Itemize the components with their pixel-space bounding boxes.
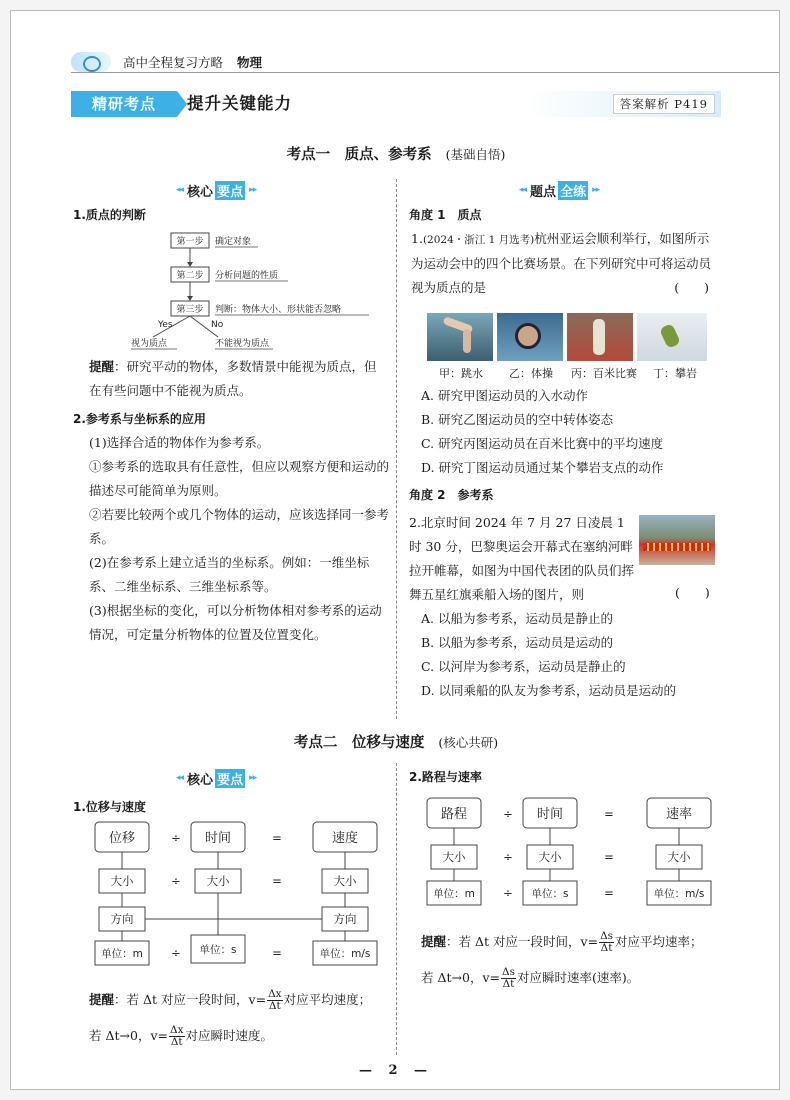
flow-step2: 第二步 xyxy=(176,271,204,281)
velocity-tip-line-2 xyxy=(89,1023,389,1049)
tip-label: 提醒 xyxy=(89,992,115,1007)
unit-s: 单位：s xyxy=(531,888,569,900)
photo-captions xyxy=(427,365,709,381)
caption-b: 乙：体操 xyxy=(509,367,553,380)
direction-1: 方向 xyxy=(110,912,134,926)
label-speed: 速率 xyxy=(665,807,693,822)
angle-2-block xyxy=(409,483,719,507)
para-1: (1)选择合适的物体作为参考系。 xyxy=(89,435,270,450)
frac-den: Δt xyxy=(600,942,613,954)
frac-num: Δs xyxy=(600,930,614,942)
arrow-right-icon: ▸▸ xyxy=(249,185,257,195)
photo-diving xyxy=(427,313,493,361)
particle-flowchart xyxy=(73,229,383,354)
op-divide-3: ÷ xyxy=(503,886,513,900)
section-2-note: (核心共研) xyxy=(438,735,499,750)
flow-step2-text: 分析问题的性质 xyxy=(215,271,279,281)
photo-gymnastics xyxy=(497,313,563,361)
q1-option-d: D. 研究丁图运动员通过某个攀岩支点的动作 xyxy=(421,460,664,475)
section-1-left-column xyxy=(73,203,383,227)
section-2-heading: 考点二 位移与速度 xyxy=(293,735,425,751)
op-equals-2: = xyxy=(604,850,614,864)
speed-tip-line-2 xyxy=(421,965,721,991)
q1-answer-blank: ( ) xyxy=(674,280,709,295)
section-1-left-body-2 xyxy=(73,407,389,431)
pill-plain: 核心 xyxy=(187,184,214,200)
book-title: 高中全程复习方略 xyxy=(123,55,224,70)
heading-distance-speed: 2.路程与速率 xyxy=(409,770,482,784)
page-number: — 2 — xyxy=(358,1063,434,1078)
angle-1-heading: 角度 1 质点 xyxy=(409,208,482,222)
flow-yes: Yes xyxy=(158,320,173,330)
caption-d: 丁：攀岩 xyxy=(653,367,697,380)
label-time: 时间 xyxy=(536,807,564,822)
q1-options xyxy=(421,384,721,480)
pill-plain: 题点 xyxy=(530,184,557,200)
tip-text: ：若 Δt 对应一段时间，v= xyxy=(114,992,267,1007)
magnitude-2: 大小 xyxy=(538,850,562,864)
unit-m-per-s: 单位：m/s xyxy=(319,948,371,960)
tip-label: 提醒 xyxy=(89,359,115,374)
heading-reference-frame: 2.参考系与坐标系的应用 xyxy=(73,412,206,426)
question-2 xyxy=(409,511,641,607)
q1-text: 杭州亚运会顺利举行，如图所示为运动会中的四个比赛场景。在下列研究中可将运动员视为质点的是 xyxy=(411,231,712,295)
arrow-left-icon: ◂◂ xyxy=(176,185,184,195)
flow-no-result: 不能视为质点 xyxy=(215,339,270,349)
magnitude-1: 大小 xyxy=(110,874,134,888)
velocity-tip xyxy=(89,987,389,1049)
unit-m: 单位：m xyxy=(433,888,475,900)
question-1 xyxy=(409,227,719,300)
speed-tip xyxy=(421,929,721,991)
label-time: 时间 xyxy=(204,831,232,846)
displacement-diagram xyxy=(91,821,381,971)
caption-a: 甲：跳水 xyxy=(439,367,483,380)
frac-den: Δt xyxy=(268,1000,281,1012)
tip-text: 对应平均速率； xyxy=(615,934,703,949)
pill-highlight: 全练 xyxy=(558,181,588,200)
column-divider-2 xyxy=(396,763,397,1055)
op-equals: = xyxy=(272,831,282,845)
answer-reference: 答案解析 P419 xyxy=(613,94,715,114)
arrow-left-icon: ◂◂ xyxy=(519,185,527,195)
label-velocity: 速度 xyxy=(331,831,359,846)
op-equals-3: = xyxy=(272,946,282,960)
flow-step1-text: 确定对象 xyxy=(215,237,252,247)
unit-m-per-s: 单位：m/s xyxy=(653,888,705,900)
q1-option-c: C. 研究丙图运动员在百米比赛中的平均速度 xyxy=(421,436,664,451)
tip-text: 若 Δt→0，v= xyxy=(89,1028,168,1043)
book-logo-icon xyxy=(71,52,111,72)
heading-particle-judgement: 1.质点的判断 xyxy=(73,208,146,222)
q2-option-c: C. 以河岸为参考系，运动员是静止的 xyxy=(421,659,626,674)
practice-pill xyxy=(519,181,599,199)
q2-answer-blank: ( ) xyxy=(675,585,710,600)
op-equals-3: = xyxy=(604,886,614,900)
q1-source: (2024・浙江 1 月选考) xyxy=(422,234,535,246)
subject-label: 物理 xyxy=(237,55,263,70)
para-4: (2)在参考系上建立适当的坐标系。例如：一维坐标系、二维坐标系、三维坐标系等。 xyxy=(89,555,370,594)
section-2-left-heading xyxy=(73,795,383,819)
section-1-left-paragraphs xyxy=(89,431,389,647)
flow-no: No xyxy=(211,320,224,330)
para-2: ①参考系的选取具有任意性，但应以观察方便和运动的描述尽可能简单为原则。 xyxy=(89,459,390,498)
magnitude-1: 大小 xyxy=(442,850,466,864)
op-divide-2: ÷ xyxy=(503,850,513,864)
tip-text: 对应瞬时速率(速率)。 xyxy=(516,970,640,985)
flow-step3-text: 判断：物体大小、形状能否忽略 xyxy=(215,305,342,315)
tip-text: 对应平均速度； xyxy=(283,992,372,1007)
core-points-pill-2 xyxy=(176,769,256,787)
label-distance: 路程 xyxy=(440,807,468,822)
fraction-dx-dt xyxy=(267,989,283,1012)
tip-text: ：若 Δt 对应一段时间，v= xyxy=(446,934,599,949)
q2-option-b: B. 以船为参考系，运动员是运动的 xyxy=(421,635,614,650)
magnitude-3: 大小 xyxy=(333,874,357,888)
flow-step3: 第三步 xyxy=(176,305,204,315)
tip-text: 若 Δt→0，v= xyxy=(421,970,500,985)
distance-speed-diagram xyxy=(423,797,719,909)
section-1-note: (基础自悟) xyxy=(445,147,506,162)
q2-option-d: D. 以同乘船的队友为参考系，运动员是运动的 xyxy=(421,683,677,698)
arrow-right-icon: ▸▸ xyxy=(592,185,600,195)
caption-c: 丙：百米比赛 xyxy=(571,367,637,380)
tip-label: 提醒 xyxy=(421,934,447,949)
flow-yes-result: 视为质点 xyxy=(131,339,168,349)
pill-plain: 核心 xyxy=(187,772,214,788)
arrow-right-icon: ▸▸ xyxy=(249,773,257,783)
photo-climbing xyxy=(637,313,707,361)
magnitude-2: 大小 xyxy=(206,874,230,888)
section-1-left-body xyxy=(89,355,389,403)
section-1-heading: 考点一 质点、参考系 xyxy=(286,147,432,163)
photo-sprint xyxy=(567,313,633,361)
op-equals: = xyxy=(604,807,614,821)
running-head xyxy=(71,51,731,73)
q2-options xyxy=(421,607,721,703)
op-divide-3: ÷ xyxy=(171,946,181,960)
tip-text: 对应瞬时速度。 xyxy=(185,1028,274,1043)
heading-displacement-velocity: 1.位移与速度 xyxy=(73,800,146,814)
op-divide: ÷ xyxy=(503,807,513,821)
speed-tip-line-1 xyxy=(421,929,721,955)
op-divide: ÷ xyxy=(171,831,181,845)
column-divider xyxy=(396,179,397,719)
header-rule xyxy=(71,72,780,73)
op-divide-2: ÷ xyxy=(171,874,181,888)
section-1-right-column xyxy=(409,203,719,300)
core-points-pill xyxy=(176,181,256,199)
flow-step1: 第一步 xyxy=(176,237,204,247)
unit-s: 单位：s xyxy=(199,944,237,956)
frac-den: Δt xyxy=(170,1036,183,1048)
q1-option-a: A. 研究甲图运动员的入水动作 xyxy=(421,388,588,403)
magnitude-3: 大小 xyxy=(667,850,691,864)
fraction-ds-dt xyxy=(599,931,614,954)
frac-num: Δs xyxy=(502,966,515,978)
frac-num: Δx xyxy=(268,988,282,1000)
frac-den: Δt xyxy=(502,978,515,990)
section-1-title xyxy=(11,143,780,164)
arrow-left-icon: ◂◂ xyxy=(176,773,184,783)
q2-option-a: A. 以船为参考系，运动员是静止的 xyxy=(421,611,613,626)
para-5: (3)根据坐标的变化，可以分析物体相对参考系的运动情况，可定量分析物体的位置及位置变化。 xyxy=(89,603,382,642)
section-2-right-heading xyxy=(409,765,719,789)
label-displacement: 位移 xyxy=(108,831,136,846)
section-2-title xyxy=(11,731,780,752)
unit-m: 单位：m xyxy=(101,948,143,960)
pill-highlight: 要点 xyxy=(215,769,245,788)
fraction-ds-dt xyxy=(501,967,516,990)
banner-title: 提升关键能力 xyxy=(187,94,292,113)
velocity-tip-line-1 xyxy=(89,987,389,1013)
op-equals-2: = xyxy=(272,874,282,888)
angle-2-heading: 角度 2 参考系 xyxy=(409,488,494,502)
q1-number: 1. xyxy=(411,231,423,246)
frac-num: Δx xyxy=(170,1024,184,1036)
direction-2: 方向 xyxy=(333,912,357,926)
tip-text: ：研究平动的物体，多数情景中能视为质点，但在有些问题中不能视为质点。 xyxy=(89,359,377,398)
banner-tag: 精研考点 xyxy=(71,91,177,117)
photo-olympic-boat xyxy=(639,515,715,565)
particle-tip xyxy=(89,355,389,403)
pill-highlight: 要点 xyxy=(215,181,245,200)
section-banner xyxy=(71,91,721,117)
para-3: ②若要比较两个或几个物体的运动，应该选择同一参考系。 xyxy=(89,507,390,546)
q1-option-b: B. 研究乙图运动员的空中转体姿态 xyxy=(421,412,614,427)
q2-text: 2.北京时间 2024 年 7 月 27 日凌晨 1 时 30 分，巴黎奥运会开幕式在塞纳河畔拉开帷幕，如图为中国代表团的队员们挥舞五星红旗乘船入场的图片，则 xyxy=(409,515,635,602)
page xyxy=(10,10,780,1090)
fraction-dx-dt xyxy=(169,1025,185,1048)
